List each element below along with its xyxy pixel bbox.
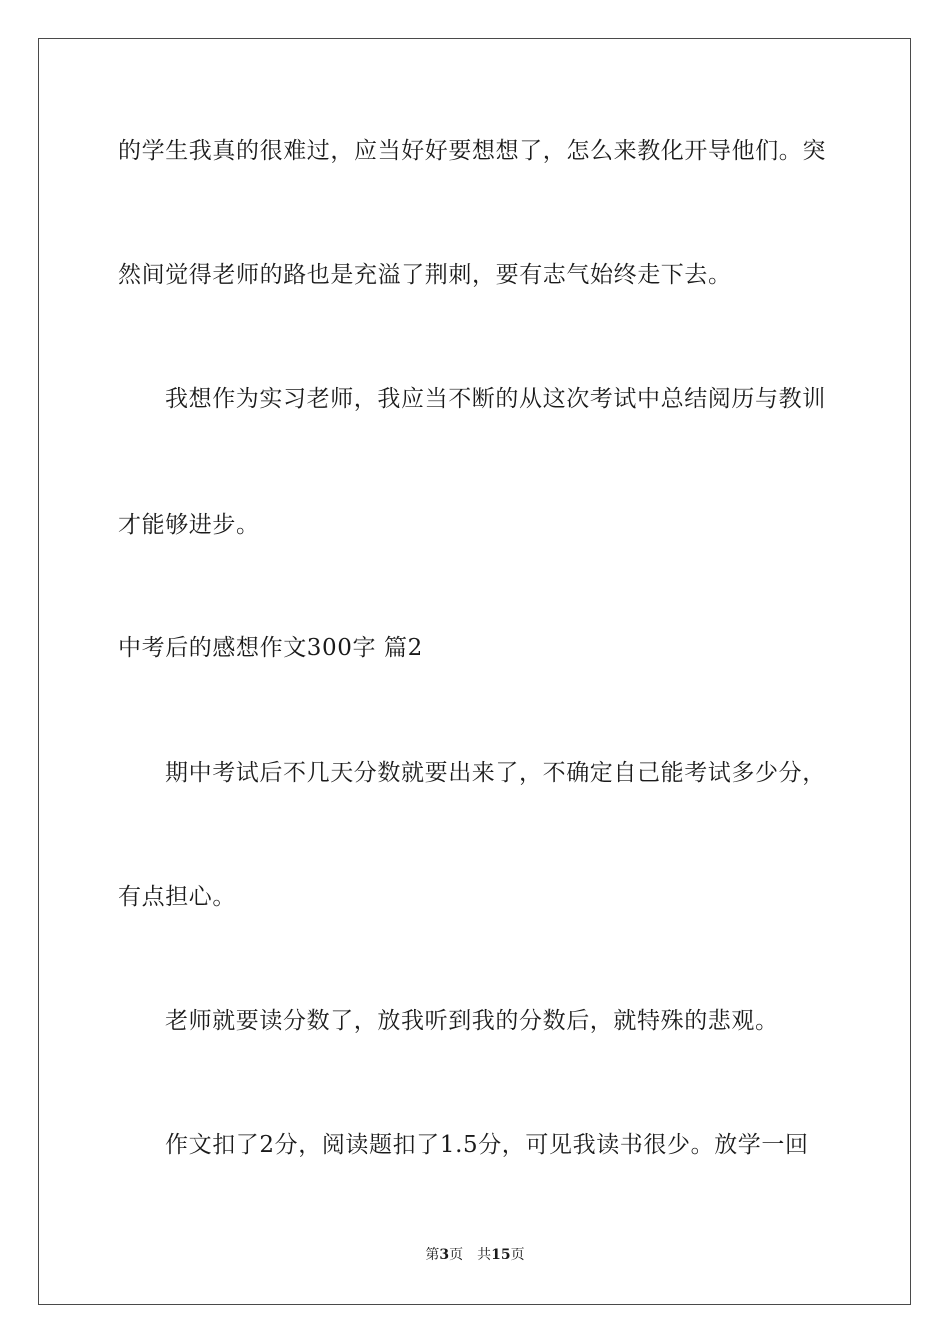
page-prefix: 第 bbox=[425, 1247, 440, 1263]
body-line-4: 才能够进步。 bbox=[118, 512, 260, 538]
body-line-7: 有点担心。 bbox=[118, 884, 236, 910]
body-line-1: 的学生我真的很难过，应当好好要想想了，怎么来教化开导他们。突 bbox=[118, 138, 826, 164]
page-current: 3 bbox=[439, 1247, 450, 1263]
page-footer bbox=[0, 1246, 950, 1264]
page-suffix: 页 bbox=[449, 1247, 464, 1263]
body-line-6: 期中考试后不几天分数就要出来了，不确定自己能考试多少分， bbox=[165, 760, 826, 786]
page-border bbox=[38, 38, 911, 1305]
body-line-3: 我想作为实习老师，我应当不断的从这次考试中总结阅历与教训 bbox=[165, 386, 826, 412]
body-line-2: 然间觉得老师的路也是充溢了荆刺，要有志气始终走下去。 bbox=[118, 262, 732, 288]
total-prefix: 共 bbox=[477, 1247, 492, 1263]
total-pages: 15 bbox=[491, 1247, 511, 1263]
body-line-9: 作文扣了2分，阅读题扣了1.5分，可见我读书很少。放学一回 bbox=[165, 1132, 809, 1158]
section-heading: 中考后的感想作文300字 篇2 bbox=[118, 635, 423, 661]
body-line-8: 老师就要读分数了，放我听到我的分数后，就特殊的悲观。 bbox=[165, 1008, 779, 1034]
total-suffix: 页 bbox=[510, 1247, 525, 1263]
